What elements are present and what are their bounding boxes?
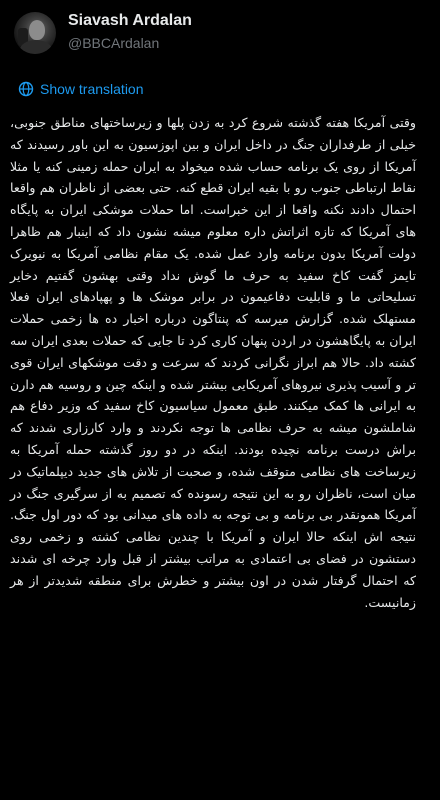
show-translation-button[interactable]	[18, 80, 144, 98]
tweet-header	[0, 0, 440, 64]
author-handle[interactable]: @BBCArdalan	[68, 35, 160, 51]
avatar[interactable]	[14, 12, 56, 54]
globe-icon	[18, 81, 34, 97]
author-display-name[interactable]: Siavash Ardalan	[68, 12, 192, 29]
tweet-text: وقتی آمریکا هفته گذشته شروع کرد به زدن پلها و زیرساختهای مناطق جنوبی، خیلی از طرفداران جنگ در داخل ایران و بین اپوزسیون به این باور رسیدند که آمریکا از روی یک برنامه حساب شده میخواد به ایران حمله زمینی کنه یا مثلا نقاط ارتباطی جنوب رو با بقیه ایران قطع کنه. حتی بعضی از ناظران هم واقعا احتمال دادند نکنه واقعا از این خبراست. اما حملات موشکی ایران به پایگاه های آمریکا که تازه اثراتش داره معلوم میشه نشون داد که اینبار هم ظاهرا دولت آمریکا بدون برنامه وارد عمل شده. یک مقام نظامی آمریکا به نیویرک تایمز گفت کاخ سفید به حرف ما گوش نداد وقتی بهشون گفتیم دخایر تسلیحاتی ما و قابلیت دفاعیمون در برابر موشک ها و پهپادهای ایران فعلا مستهلک شده. گزارش میرسه که پنتاگون درباره اخبار ده ها زخمی حملات ایران به پایگاهشون در اردن پنهان کاری کرد تا جایی که حملات بعدی ایران سه کشته داد. حالا هم ابراز نگرانی کردند که سرعت و دقت موشکهای ایران قوی تر و آسیب پذیری نیروهای آمریکایی بیشتر شده و اینکه چین و روسیه هم دارن به ایرانی ها کمک میکنند. طبق معمول سیاسیون کاخ سفید که وزیر دفاع هم شاملشون میشه به حرف نظامی ها توجه نکردند و وارد کارزاری شدند که براش درست برنامه نچیده بودند. اینکه در دو روز گذشته حمله آمریکا به زیرساخت های نظامی متوقف شده، و صحبت از تلاش های جدید دیپلماتیک در میان است، ناظران رو به این نتیجه رسونده که تصمیم به از سرگیری جنگ در آمریکا همونقدر بی برنامه و بی توجه به داده های میدانی بود که دور اول جنگ. نتیجه اش اینکه حالا ایران و آمریکا با چندین نظامی کشته و زخمی روی دستشون در فضای بی اعتمادی به مراتب بیشتر از قبل وارد چرخه ای شدند که احتمال گرفتار شدن در اون بیشتر و خطرش برای منطقه شدیدتر از هر زمانیست.	[10, 115, 416, 610]
avatar-face	[29, 20, 45, 40]
avatar-shoulders	[20, 40, 52, 54]
show-translation-label[interactable]: Show translation	[40, 81, 144, 97]
